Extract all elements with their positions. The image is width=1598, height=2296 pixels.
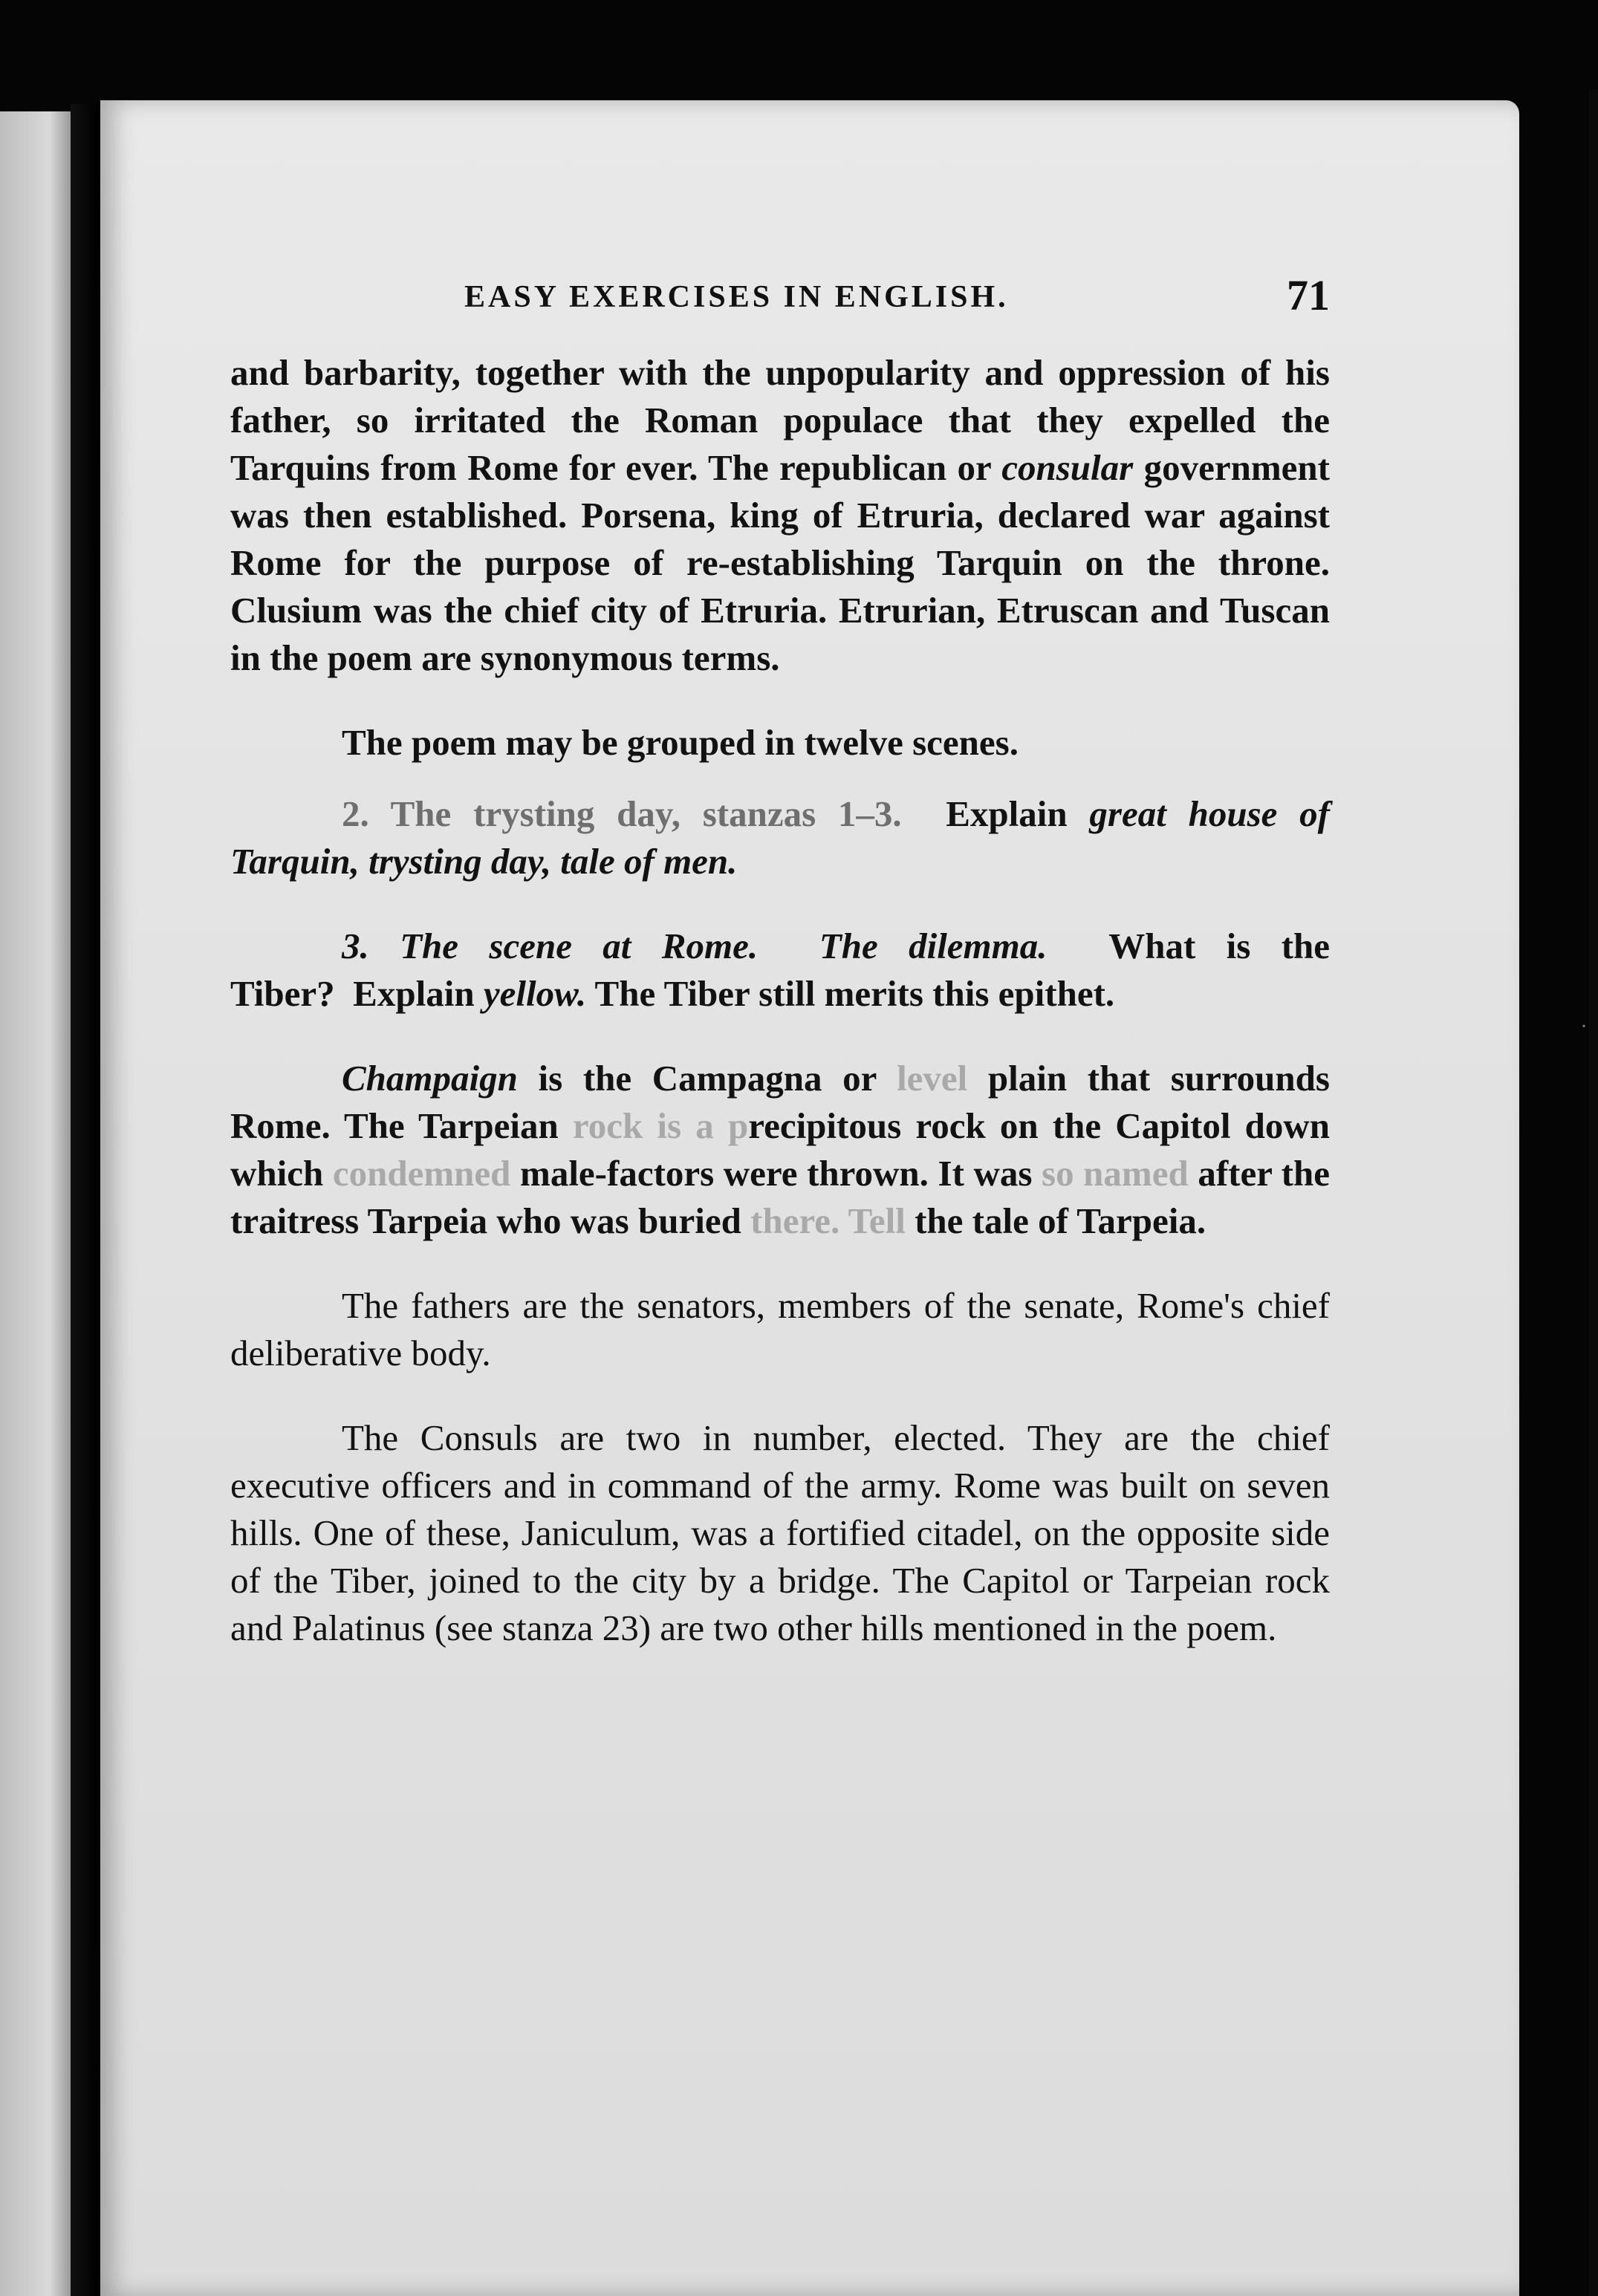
paragraph-text: The Tiber still merits this epithet. [586, 973, 1115, 1014]
paragraph-text: recipitous rock on the Capitol down which [230, 1105, 1330, 1194]
previous-page-edge [0, 111, 71, 2296]
faded-text: level [897, 1058, 968, 1099]
scene-heading: 2. The trysting day, stanzas 1–3. [342, 793, 902, 834]
italic-term-yellow: yellow. [483, 973, 587, 1014]
italic-term-champaign: Champaign [342, 1058, 518, 1099]
paragraph-text: government was then established. Porsena, king of Etruria, declared war against Rome for the purpose of re-establishing Tarquin on the throne. Clusium was the chief city of Etruria. Etrurian, Etruscan and Tuscan in the poem are synonymous terms. [230, 447, 1330, 678]
paragraph-fathers [230, 1282, 1330, 1377]
scene-subheading: The dilemma. [819, 926, 1048, 966]
italic-terms: great house of Tarquin, trysting day, tale of men. [230, 793, 1331, 882]
margin-speck: · [1580, 1014, 1588, 1038]
italic-term-consular: consular [1001, 447, 1134, 488]
page-body [230, 349, 1330, 1689]
paragraph-text: What is the Tiber? [230, 926, 1331, 1014]
faded-text: so named [1042, 1153, 1189, 1194]
paragraph-text: The poem may be grouped in twelve scenes. [342, 722, 1019, 763]
paragraph-text: The Consuls are two in number, elected. They are the chief executive officers and in command of the army. Rome was built on seven hills. One of these, Janiculum, was a fortified citadel, on the opposite side of the Tiber, joined to the city by a bridge. The Capitol or Tarpeian rock and Palatinus (see stanza 23) are two other hills mentioned in the poem. [230, 1417, 1330, 1648]
running-head: EASY EXERCISES IN ENGLISH. [464, 280, 1009, 314]
paragraph-roman-republic [230, 349, 1330, 682]
faded-text: rock is a p [572, 1105, 749, 1146]
paragraph-text: Explain [946, 793, 1090, 834]
page-edge-shadow [1589, 89, 1598, 2296]
paragraph-champaign [230, 1055, 1330, 1245]
page-number: 71 [1287, 271, 1330, 319]
paragraph-scene-3 [230, 923, 1330, 1018]
paragraph-scene-2 [230, 790, 1330, 885]
paragraph-text: male-factors were thrown. It was [510, 1153, 1042, 1194]
paragraph-text: after the traitress Tarpeia who was buried [230, 1153, 1330, 1241]
paragraph-scenes-intro [230, 719, 1330, 767]
paragraph-text: The fathers are the senators, members of the senate, Rome's chief deliberative body. [230, 1285, 1330, 1373]
faded-text: there. Tell [750, 1200, 906, 1241]
paragraph-text: and barbarity, together with the unpopularity and oppression of his father, so irritated the Roman populace that they expelled the Tarquins from Rome for ever. The republican or [230, 352, 1330, 488]
paragraph-text: the tale of Tarpeia. [905, 1200, 1206, 1241]
paragraph-text: plain that surrounds Rome. The Tarpeian [230, 1058, 1331, 1146]
faded-text: condemned [332, 1153, 511, 1194]
scene-heading: 3. The scene at Rome. [342, 926, 759, 966]
paragraph-text: is the Campagna or [517, 1058, 897, 1099]
paragraph-text: Explain [353, 973, 484, 1014]
paragraph-consuls [230, 1414, 1330, 1652]
page-header [360, 271, 1348, 334]
